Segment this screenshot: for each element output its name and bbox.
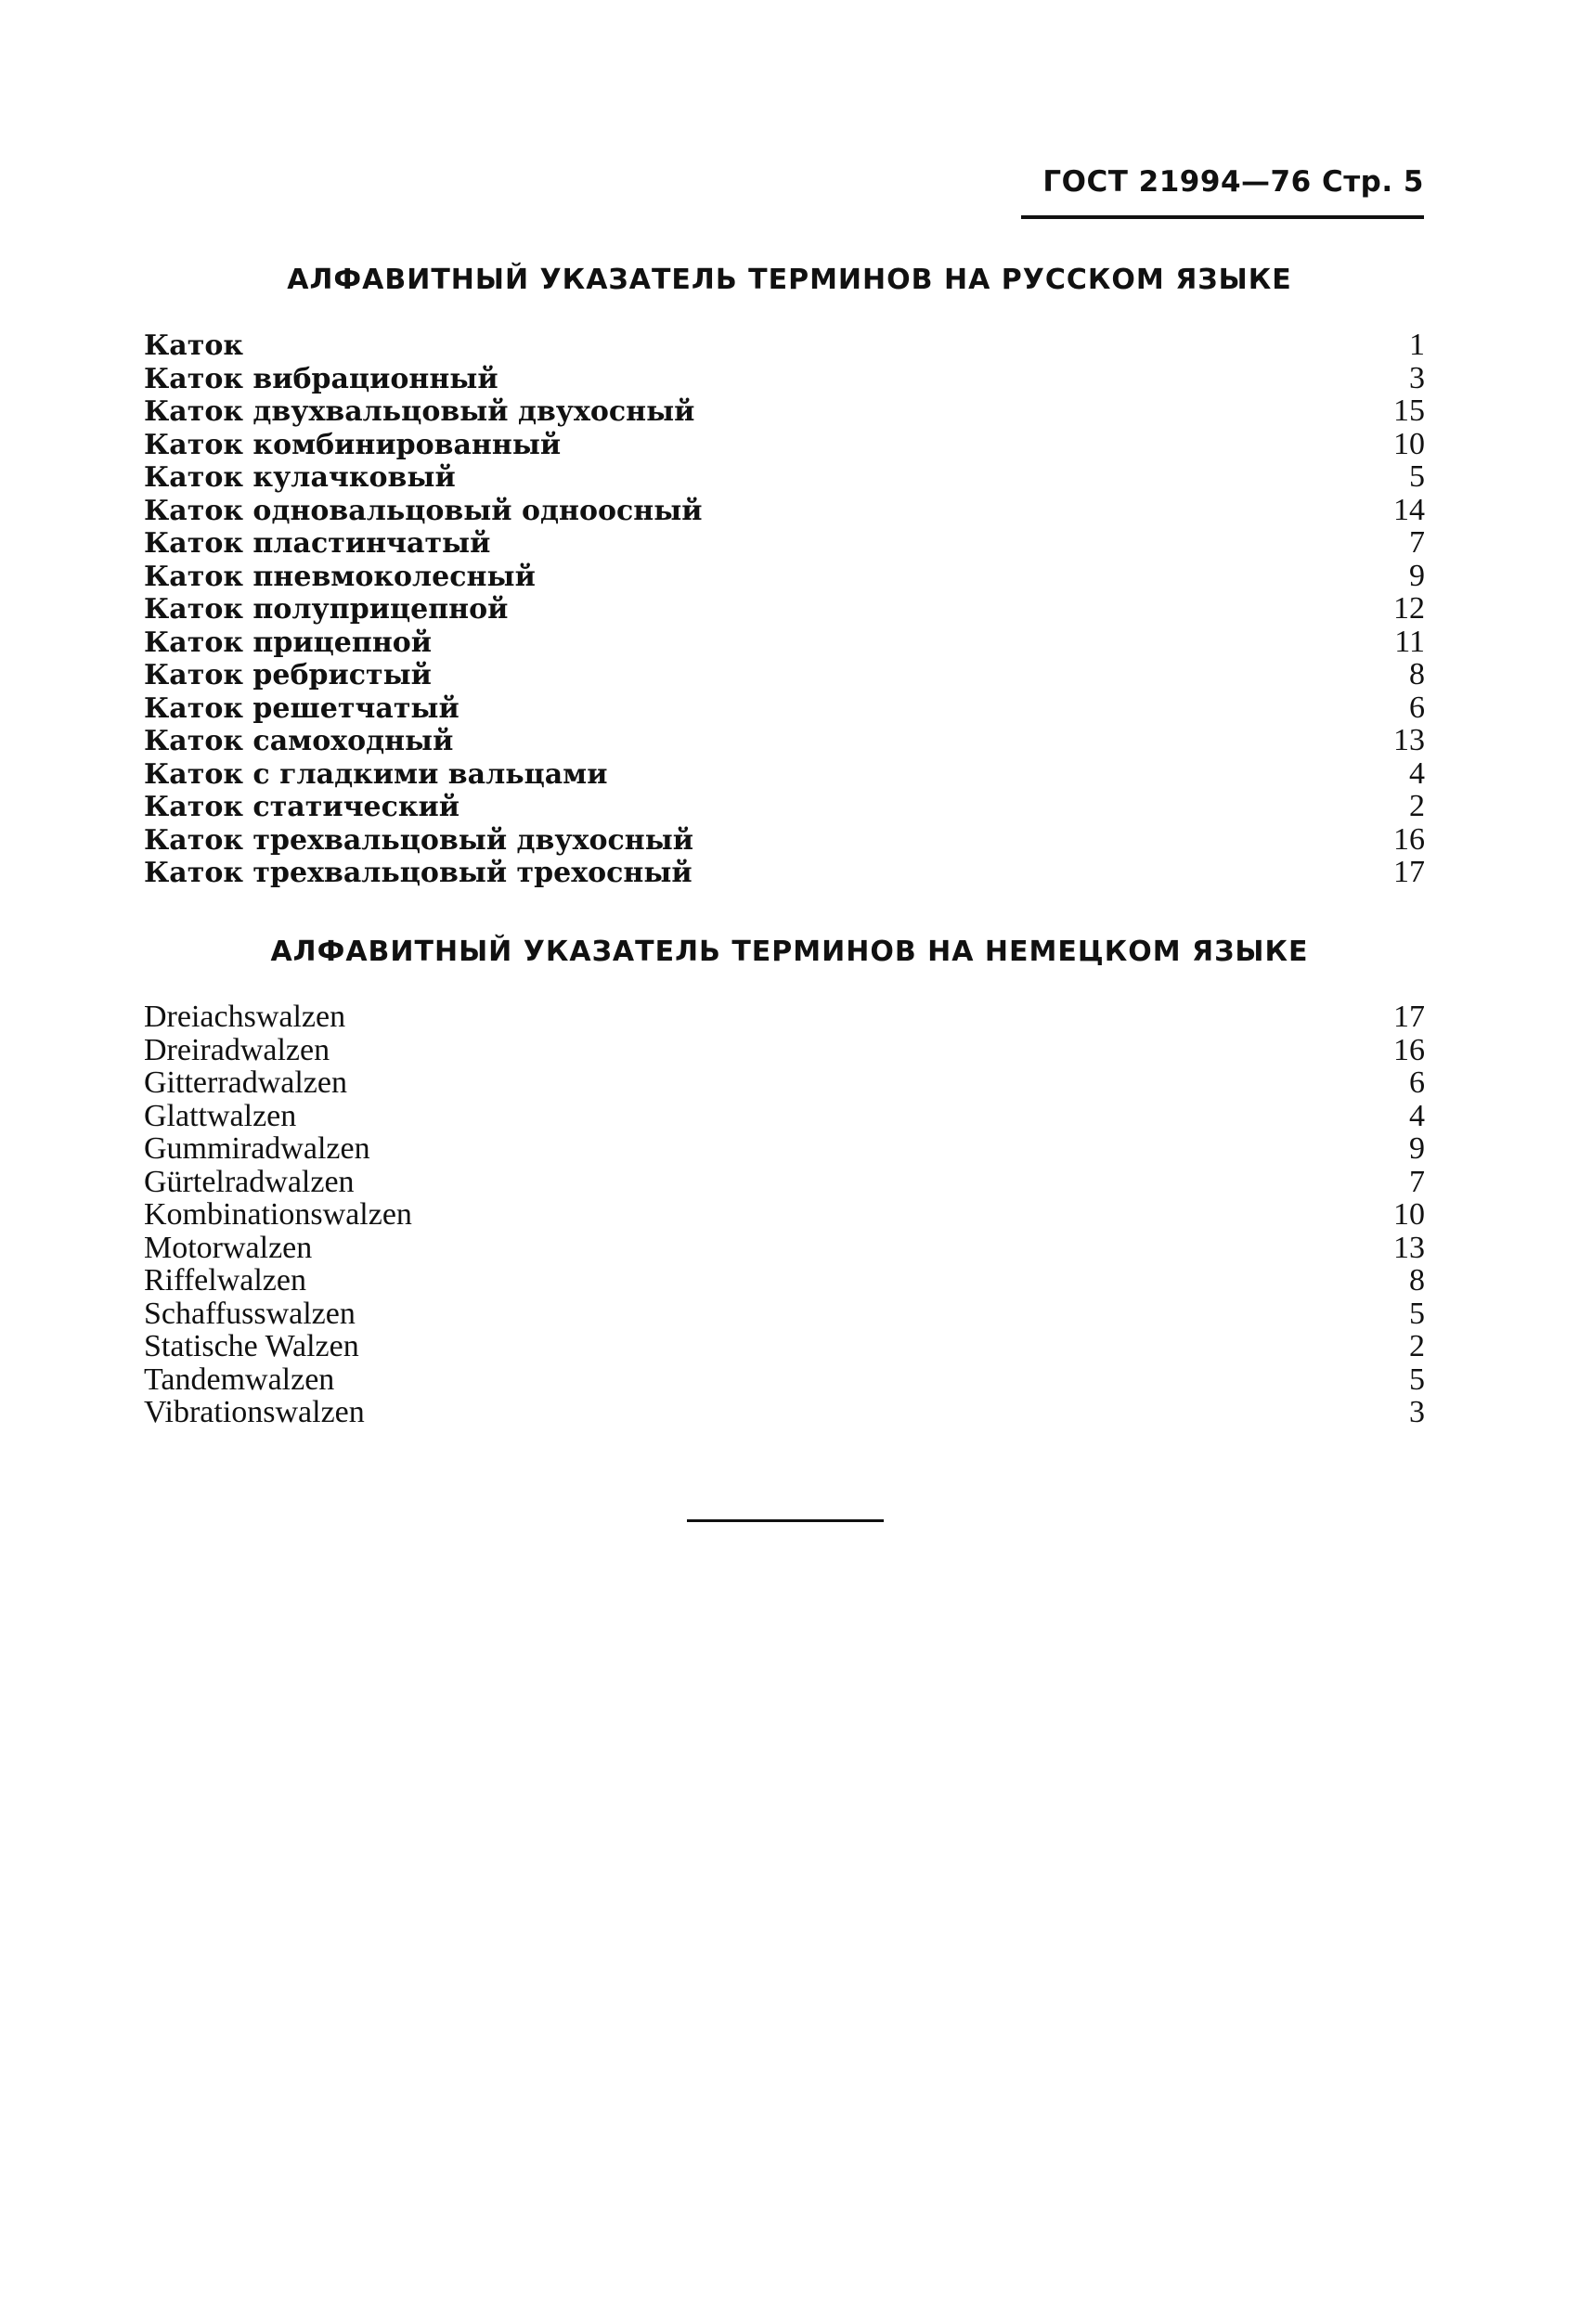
index-number: 10 — [1393, 1197, 1425, 1232]
index-number: 3 — [1409, 360, 1425, 395]
index-term: Каток кулачковый — [144, 461, 456, 494]
footer-rule — [687, 1519, 884, 1522]
list-item — [144, 560, 1425, 593]
german-index-title: АЛФАВИТНЫЙ УКАЗАТЕЛЬ ТЕРМИНОВ НА НЕМЕЦКОМ ЯЗЫКЕ — [270, 936, 1309, 968]
index-term: Каток одновальцовый одноосный — [144, 494, 703, 527]
page-header: ГОСТ 21994—76 Стр. 5 — [1042, 165, 1424, 199]
index-term: Каток с гладкими вальцами — [144, 757, 608, 791]
index-term: Каток пластинчатый — [144, 527, 491, 560]
index-term: Schaffusswalzen — [144, 1296, 356, 1331]
index-term: Tandemwalzen — [144, 1362, 335, 1397]
index-term: Kombinationswalzen — [144, 1197, 412, 1232]
index-number: 8 — [1409, 657, 1425, 691]
list-item — [144, 592, 1425, 626]
index-term: Dreiradwalzen — [144, 1032, 330, 1067]
index-term: Gitterradwalzen — [144, 1065, 347, 1100]
index-term: Glattwalzen — [144, 1098, 297, 1133]
index-number: 4 — [1409, 1098, 1425, 1133]
index-number: 7 — [1409, 525, 1425, 560]
list-item — [144, 362, 1425, 395]
list-item — [144, 691, 1425, 725]
index-number: 15 — [1393, 394, 1425, 428]
index-term: Statische Walzen — [144, 1329, 359, 1363]
list-item — [144, 823, 1425, 857]
index-number: 7 — [1409, 1164, 1425, 1199]
list-item — [144, 1298, 1425, 1331]
list-item — [144, 1132, 1425, 1166]
list-item — [144, 1264, 1425, 1298]
list-item — [144, 494, 1425, 527]
index-number: 13 — [1393, 1230, 1425, 1265]
index-number: 6 — [1409, 1065, 1425, 1100]
index-number: 16 — [1393, 821, 1425, 857]
index-term: Motorwalzen — [144, 1230, 313, 1265]
index-number: 16 — [1393, 1032, 1425, 1067]
index-term: Vibrationswalzen — [144, 1395, 365, 1429]
list-item — [144, 724, 1425, 757]
list-item — [144, 526, 1425, 560]
index-number: 9 — [1409, 558, 1425, 593]
index-number: 17 — [1393, 855, 1425, 889]
list-item — [144, 1396, 1425, 1429]
index-term: Каток комбинированный — [144, 428, 562, 461]
index-term: Каток ребристый — [144, 659, 432, 691]
index-term: Каток вибрационный — [144, 362, 498, 395]
index-number: 8 — [1409, 1263, 1425, 1298]
russian-index-list — [144, 329, 1425, 889]
index-term: Каток решетчатый — [144, 691, 459, 725]
list-item — [144, 329, 1425, 362]
list-item — [144, 1330, 1425, 1363]
index-term: Riffelwalzen — [144, 1263, 306, 1298]
list-item — [144, 626, 1425, 659]
index-number: 13 — [1393, 723, 1425, 757]
index-number: 2 — [1409, 789, 1425, 823]
list-item — [144, 1066, 1425, 1100]
list-item — [144, 428, 1425, 461]
index-number: 3 — [1409, 1395, 1425, 1429]
index-term: Gürtelradwalzen — [144, 1164, 355, 1199]
index-term: Dreiachswalzen — [144, 1000, 346, 1034]
index-term: Каток трехвальцовый трехосный — [144, 857, 692, 889]
index-number: 5 — [1409, 1362, 1425, 1397]
list-item — [144, 757, 1425, 791]
index-number: 2 — [1409, 1329, 1425, 1363]
list-item — [144, 460, 1425, 494]
index-number: 17 — [1393, 1000, 1425, 1034]
index-term: Каток статический — [144, 791, 460, 823]
header-rule — [1021, 215, 1424, 219]
list-item — [144, 790, 1425, 823]
index-term: Каток трехвальцовый двухосный — [144, 823, 694, 857]
index-number: 10 — [1393, 426, 1425, 461]
list-item — [144, 658, 1425, 691]
list-item — [144, 1363, 1425, 1397]
list-item — [144, 1100, 1425, 1133]
index-number: 14 — [1393, 492, 1425, 527]
index-number: 11 — [1394, 624, 1425, 659]
index-term: Каток самоходный — [144, 725, 454, 757]
index-term: Каток двухвальцовый двухосный — [144, 395, 695, 428]
index-number: 9 — [1409, 1131, 1425, 1166]
list-item — [144, 1198, 1425, 1232]
list-item — [144, 394, 1425, 428]
list-item — [144, 1166, 1425, 1199]
index-term: Gummiradwalzen — [144, 1131, 370, 1166]
index-number: 1 — [1409, 328, 1425, 362]
list-item — [144, 1001, 1425, 1034]
index-term: Каток пневмоколесный — [144, 560, 536, 593]
list-item — [144, 1034, 1425, 1067]
index-term: Каток прицепной — [144, 626, 433, 659]
index-number: 5 — [1409, 459, 1425, 494]
index-number: 5 — [1409, 1296, 1425, 1331]
list-item — [144, 856, 1425, 889]
list-item — [144, 1232, 1425, 1265]
russian-index-title: АЛФАВИТНЫЙ УКАЗАТЕЛЬ ТЕРМИНОВ НА РУССКОМ ЯЗЫКЕ — [287, 264, 1292, 296]
index-number: 12 — [1393, 591, 1425, 626]
index-term: Каток полуприцепной — [144, 593, 509, 626]
index-term: Каток — [144, 329, 243, 362]
german-index-list — [144, 1001, 1425, 1429]
index-number: 6 — [1409, 690, 1425, 725]
index-number: 4 — [1409, 755, 1425, 791]
